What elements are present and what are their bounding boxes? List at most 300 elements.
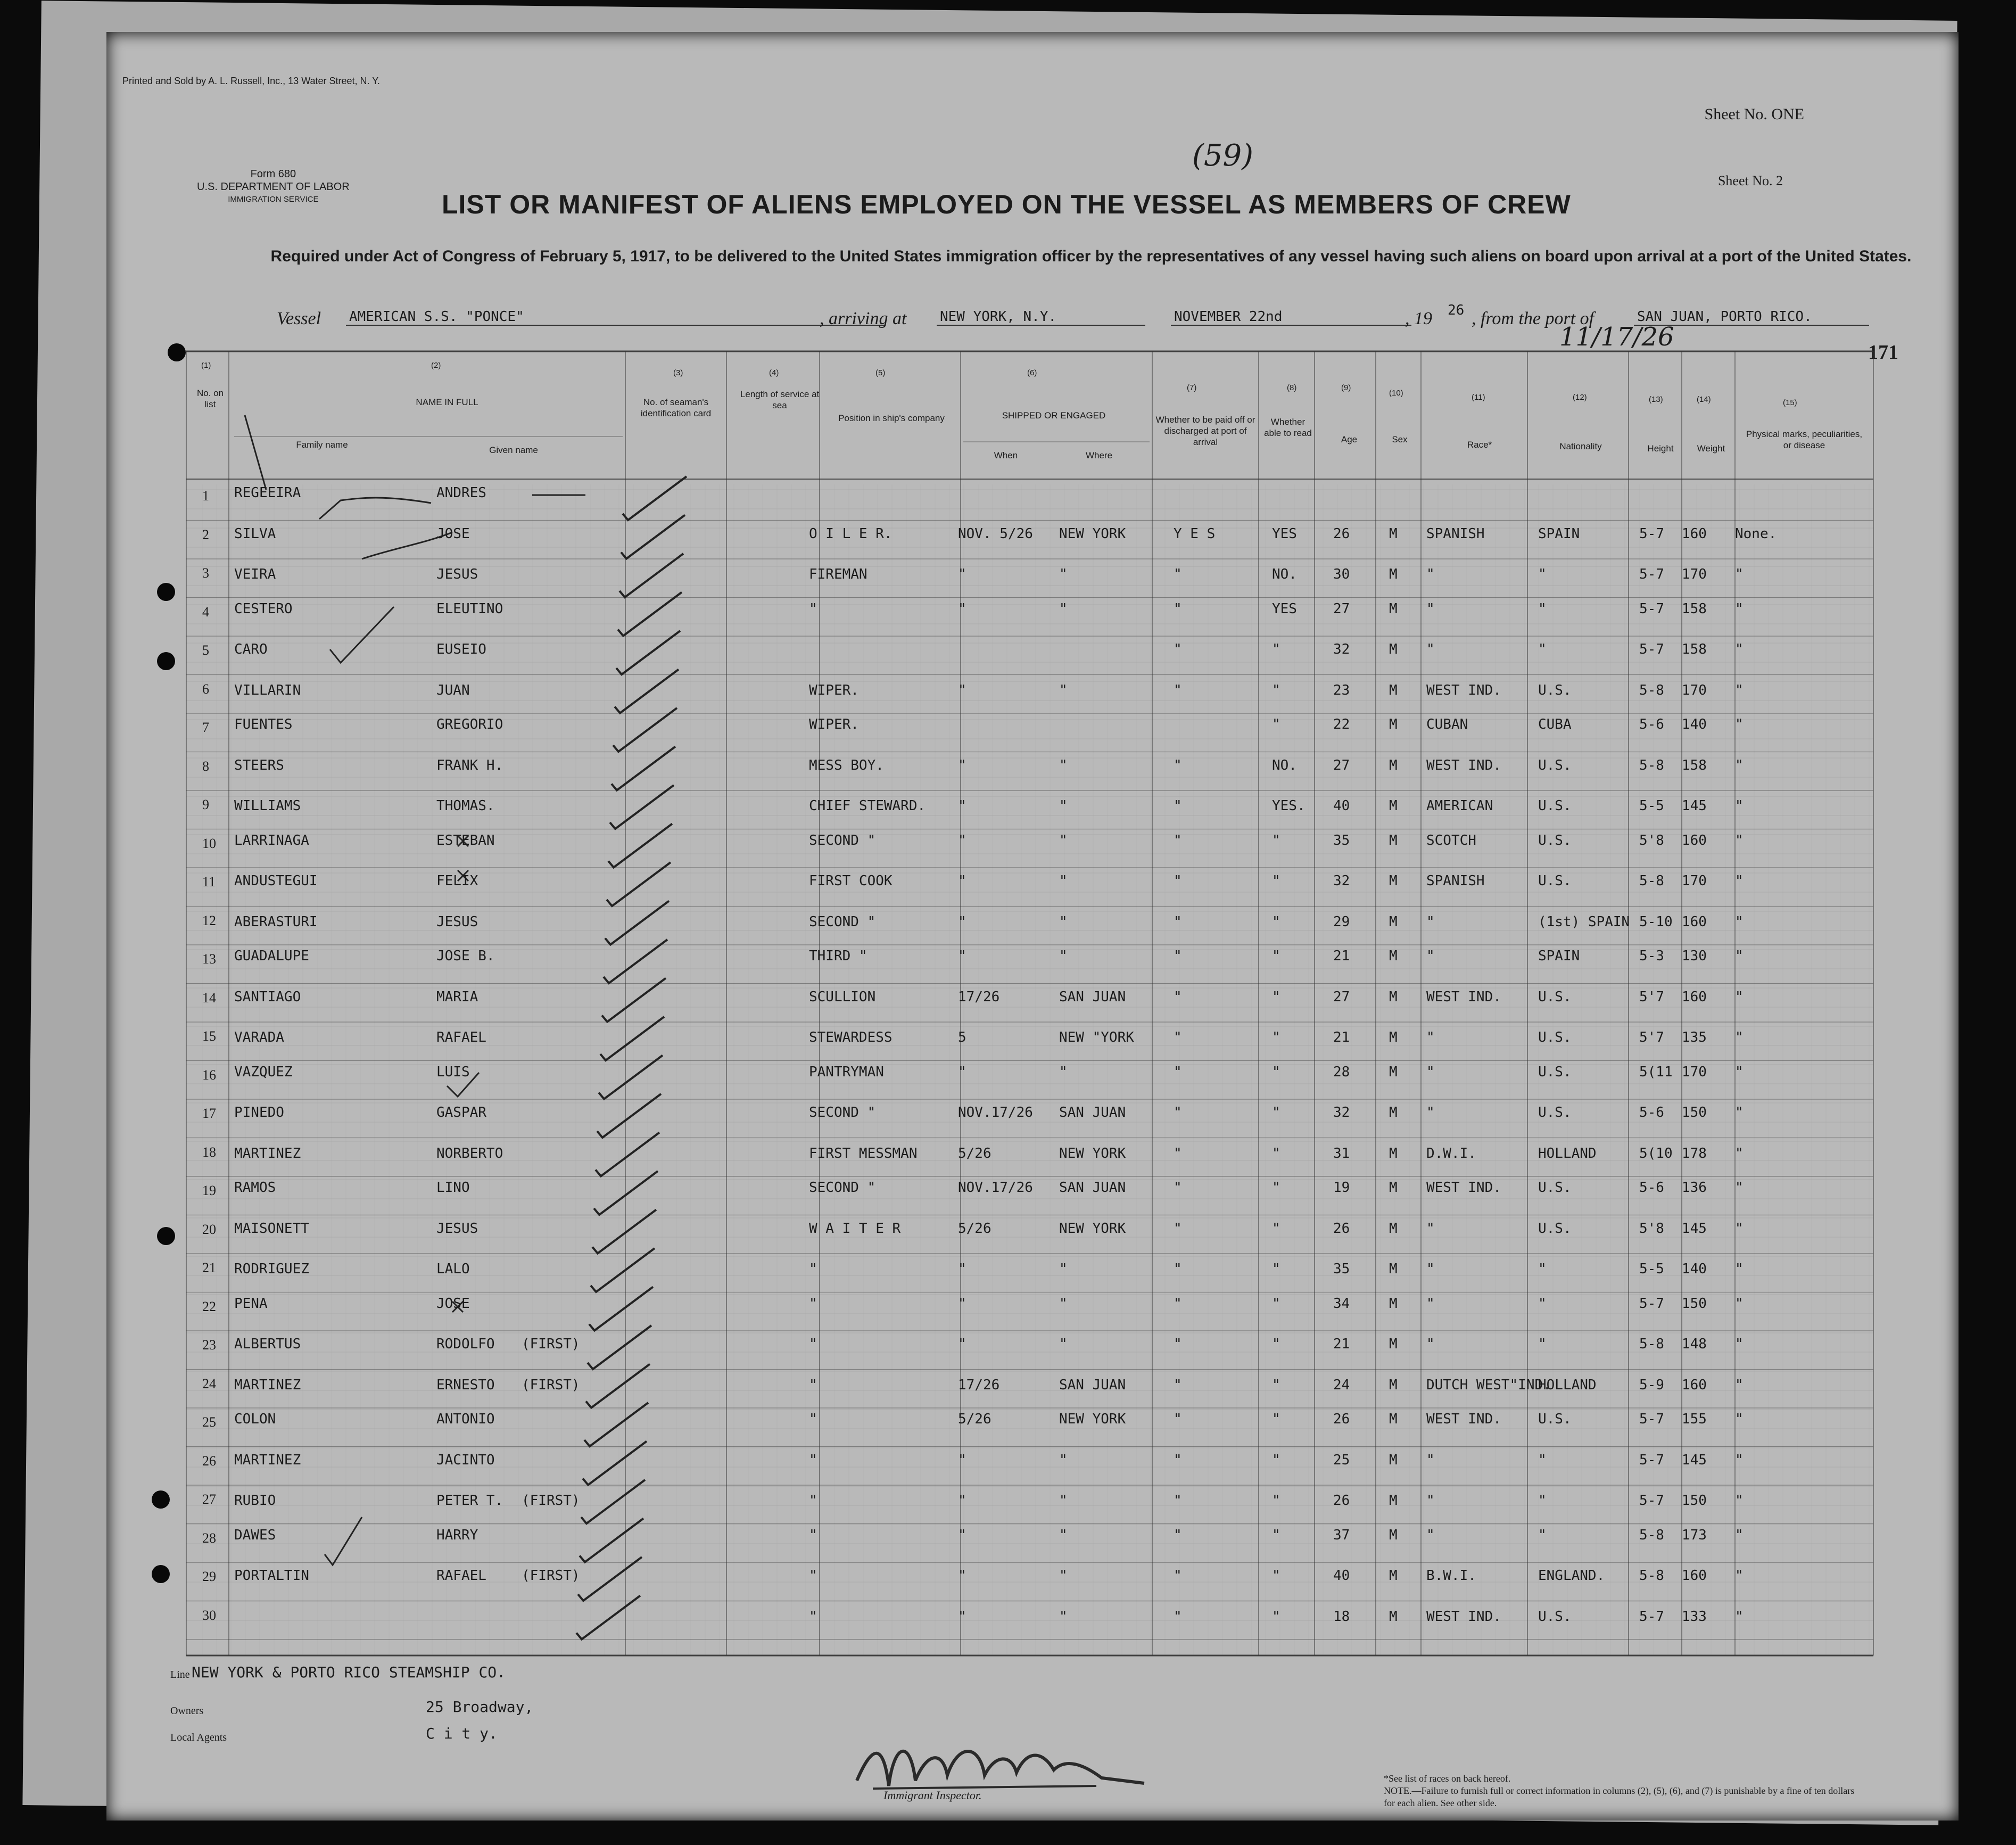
agents-label: Local Agents <box>170 1732 227 1743</box>
cell-paid: " <box>1174 1336 1182 1352</box>
row-number: 22 <box>202 1298 216 1314</box>
cell-wt: 150 <box>1682 1493 1707 1509</box>
cell-given: HARRY <box>436 1527 478 1543</box>
cell-race: WEST IND. <box>1426 1608 1501 1625</box>
cell-read: " <box>1272 989 1280 1005</box>
cell-marks: " <box>1735 682 1744 698</box>
from-label: , from the port of <box>1472 309 1594 328</box>
cell-sex: M <box>1389 1029 1398 1045</box>
cell-nat: " <box>1538 1452 1547 1468</box>
cell-race: SPANISH <box>1426 525 1485 542</box>
cell-wt: 145 <box>1682 798 1707 814</box>
cell-family: ALBERTUS <box>234 1336 301 1352</box>
cell-read: " <box>1272 873 1280 889</box>
cell-family: CARO <box>234 641 268 657</box>
cell-read: " <box>1272 1493 1280 1509</box>
cell-age: 40 <box>1333 1568 1350 1584</box>
cell-sex: M <box>1389 682 1398 698</box>
cell-pos: " <box>809 1493 817 1509</box>
col8-number: (8) <box>1287 383 1297 392</box>
cell-wt: 158 <box>1682 641 1707 657</box>
cell-given: JESUS <box>436 1220 478 1237</box>
cell-ht: 5-8 <box>1639 873 1664 889</box>
form-number: Form 680 <box>250 168 296 180</box>
cell-nat: " <box>1538 600 1547 617</box>
cell-marks: " <box>1735 716 1744 732</box>
row-number: 15 <box>202 1028 216 1044</box>
cell-wt: 160 <box>1682 1568 1707 1584</box>
col3-number: (3) <box>673 368 683 377</box>
check-mark <box>613 708 677 752</box>
cell-given: FELIX <box>436 873 478 889</box>
col1-header: No. on list <box>196 388 224 409</box>
cell-marks: " <box>1735 948 1744 964</box>
cell-age: 22 <box>1333 716 1350 732</box>
sheet-number-top: Sheet No. ONE <box>1704 105 1804 123</box>
cell-read: " <box>1272 948 1280 964</box>
punch-hole <box>168 343 186 361</box>
row-number: 4 <box>202 604 209 620</box>
cell-family: RUBIO <box>234 1493 276 1509</box>
cell-race: WEST IND. <box>1426 1180 1501 1196</box>
row-number: 24 <box>202 1375 216 1391</box>
row-number: 9 <box>202 797 209 812</box>
cell-paid: " <box>1174 948 1182 964</box>
col2-number: (2) <box>431 361 441 370</box>
cell-ht: 5-7 <box>1639 1608 1664 1625</box>
cell-wt: 158 <box>1682 757 1707 773</box>
cell-nat: U.S. <box>1538 873 1572 889</box>
cell-pos: FIRST MESSMAN <box>809 1145 918 1162</box>
cell-race: " <box>1426 600 1435 617</box>
row-number: 11 <box>202 874 216 889</box>
cell-pos: FIRST COOK <box>809 873 893 889</box>
cell-paid: Y E S <box>1174 525 1216 542</box>
cell-nat: " <box>1538 1527 1547 1543</box>
cell-nat: U.S. <box>1538 1411 1572 1427</box>
cell-read: YES <box>1272 525 1297 542</box>
cell-family: GUADALUPE <box>234 948 309 964</box>
cell-note: (FIRST) <box>522 1493 580 1509</box>
cell-family: RAMOS <box>234 1180 276 1196</box>
check-mark <box>619 554 683 597</box>
check-mark <box>616 631 680 674</box>
row-number: 27 <box>202 1492 216 1507</box>
col7-header: Whether to be paid off or discharged at port of arrival <box>1155 415 1255 447</box>
cell-note: (FIRST) <box>522 1336 580 1352</box>
col12-header: Nationality <box>1559 441 1602 451</box>
cell-marks: " <box>1735 798 1744 814</box>
cell-read: YES. <box>1272 798 1306 814</box>
cell-family: DAWES <box>234 1527 276 1543</box>
cell-pos: SECOND " <box>809 913 876 930</box>
cell-sex: M <box>1389 1608 1398 1625</box>
row-number: 5 <box>202 643 209 658</box>
cell-age: 32 <box>1333 873 1350 889</box>
row-number: 7 <box>202 720 209 735</box>
footnote <box>1384 1773 1863 1809</box>
check-mark <box>610 785 674 829</box>
cell-race: DUTCH WEST"IND. <box>1426 1377 1551 1393</box>
cell-given: JUAN <box>436 682 470 698</box>
cell-marks: " <box>1735 989 1744 1005</box>
cell-wt: 145 <box>1682 1452 1707 1468</box>
cell-where: NEW YORK <box>1059 1145 1126 1162</box>
cell-when: NOV.17/26 <box>958 1180 1033 1196</box>
cell-read: NO. <box>1272 566 1297 582</box>
cell-age: 18 <box>1333 1608 1350 1625</box>
cell-when: 5/26 <box>958 1220 992 1237</box>
cell-pos: SECOND " <box>809 1105 876 1121</box>
cell-race: SPANISH <box>1426 873 1485 889</box>
cell-sex: M <box>1389 525 1398 542</box>
cell-age: 35 <box>1333 1261 1350 1277</box>
cell-pos: W A I T E R <box>809 1220 901 1237</box>
cell-nat: SPAIN <box>1538 525 1580 542</box>
arrival-year: 26 <box>1448 302 1465 318</box>
cell-race: " <box>1426 1452 1435 1468</box>
departure-port: SAN JUAN, PORTO RICO. <box>1634 309 1869 326</box>
cell-given: THOMAS. <box>436 798 495 814</box>
cell-nat: U.S. <box>1538 1220 1572 1237</box>
cell-marks: " <box>1735 913 1744 930</box>
cell-where: " <box>1059 873 1068 889</box>
cell-paid: " <box>1174 989 1182 1005</box>
cell-given: ESTEBAN <box>436 832 495 849</box>
cell-read: " <box>1272 1527 1280 1543</box>
cell-race: " <box>1426 1295 1435 1312</box>
cell-sex: M <box>1389 913 1398 930</box>
page-number: 171 <box>1868 341 1898 364</box>
cell-marks: " <box>1735 832 1744 849</box>
vessel-name: AMERICAN S.S. "PONCE" <box>346 309 885 326</box>
cell-wt: 140 <box>1682 1261 1707 1277</box>
cell-read: " <box>1272 1180 1280 1196</box>
cell-family: PENA <box>234 1295 268 1312</box>
cell-paid: " <box>1174 1527 1182 1543</box>
cell-nat: " <box>1538 641 1547 657</box>
cell-age: 21 <box>1333 948 1350 964</box>
cell-read: " <box>1272 1064 1280 1080</box>
cell-sex: M <box>1389 716 1398 732</box>
cell-nat: HOLLAND <box>1538 1145 1597 1162</box>
cell-when: 5 <box>958 1029 966 1045</box>
cell-wt: 170 <box>1682 873 1707 889</box>
cell-nat: U.S. <box>1538 989 1572 1005</box>
arriving-label: , arriving at <box>820 309 907 328</box>
cell-when: " <box>958 1608 966 1625</box>
cell-family: LARRINAGA <box>234 832 309 849</box>
cell-where: " <box>1059 1064 1068 1080</box>
cell-marks: " <box>1735 1336 1744 1352</box>
cell-age: 27 <box>1333 600 1350 617</box>
cell-wt: 178 <box>1682 1145 1707 1162</box>
cell-pos: " <box>809 1377 817 1393</box>
cell-race: WEST IND. <box>1426 989 1501 1005</box>
cell-when: NOV. 5/26 <box>958 525 1033 542</box>
cell-marks: " <box>1735 1180 1744 1196</box>
cell-marks: " <box>1735 1377 1744 1393</box>
cell-race: SCOTCH <box>1426 832 1476 849</box>
cell-read: " <box>1272 1411 1280 1427</box>
cell-marks: " <box>1735 641 1744 657</box>
row-number: 28 <box>202 1530 216 1546</box>
cell-age: 19 <box>1333 1180 1350 1196</box>
cell-race: " <box>1426 1493 1435 1509</box>
col10-header: Sex <box>1392 434 1408 444</box>
line-label: Line <box>170 1669 190 1681</box>
cell-wt: 145 <box>1682 1220 1707 1237</box>
row-number: 30 <box>202 1607 216 1623</box>
cell-given: FRANK H. <box>436 757 503 773</box>
owners-value: 25 Broadway, <box>426 1698 534 1716</box>
cell-family: SANTIAGO <box>234 989 301 1005</box>
cell-paid: " <box>1174 1064 1182 1080</box>
cell-race: " <box>1426 1220 1435 1237</box>
cell-when: 5/26 <box>958 1411 992 1427</box>
col2-header: NAME IN FULL <box>416 397 478 407</box>
cell-where: " <box>1059 832 1068 849</box>
cell-pos: WIPER. <box>809 716 859 732</box>
cell-pos: FIREMAN <box>809 566 867 582</box>
col4-header: Length of service at sea <box>740 389 820 410</box>
cell-paid: " <box>1174 798 1182 814</box>
check-mark <box>605 901 669 945</box>
cell-marks: " <box>1735 1452 1744 1468</box>
row-number: 19 <box>202 1183 216 1198</box>
cell-sex: M <box>1389 1180 1398 1196</box>
cell-family: PINEDO <box>234 1105 284 1121</box>
cell-when: " <box>958 1336 966 1352</box>
cell-family: ANDUSTEGUI <box>234 873 318 889</box>
cell-given: LALO <box>436 1261 470 1277</box>
cell-ht: 5'7 <box>1639 1029 1664 1045</box>
cell-pos: " <box>809 1527 817 1543</box>
fine-note: NOTE.—Failure to furnish full or correct information in columns (2), (5), (6), and (7) is punishable by a fine of ten dollars for each alien. See other side. <box>1384 1785 1855 1808</box>
col12-number: (12) <box>1573 393 1587 402</box>
cell-nat: (1st) SPAIN <box>1538 913 1630 930</box>
cell-pos: SCULLION <box>809 989 876 1005</box>
cell-race: " <box>1426 948 1435 964</box>
cell-family: REGEEIRA <box>234 485 301 501</box>
cell-nat: U.S. <box>1538 832 1572 849</box>
cell-given: JESUS <box>436 913 478 930</box>
cell-marks: " <box>1735 1411 1744 1427</box>
cell-pos: " <box>809 1336 817 1352</box>
cell-given: ERNESTO <box>436 1377 495 1393</box>
cell-paid: " <box>1174 600 1182 617</box>
cell-paid: " <box>1174 832 1182 849</box>
cell-pos: THIRD " <box>809 948 867 964</box>
cell-pos: MESS BOY. <box>809 757 884 773</box>
cell-paid: " <box>1174 682 1182 698</box>
cell-paid: " <box>1174 1493 1182 1509</box>
cell-race: " <box>1426 1261 1435 1277</box>
arriving-port: NEW YORK, N.Y. <box>937 309 1145 326</box>
cell-when: NOV.17/26 <box>958 1105 1033 1121</box>
col13-number: (13) <box>1649 395 1663 404</box>
cell-pos: SECOND " <box>809 832 876 849</box>
cell-when: 17/26 <box>958 1377 1000 1393</box>
races-note: *See list of races on back hereof. <box>1384 1773 1511 1784</box>
check-mark <box>586 1364 650 1408</box>
row-number: 20 <box>202 1221 216 1237</box>
cell-nat: U.S. <box>1538 1105 1572 1121</box>
cell-paid: " <box>1174 1029 1182 1045</box>
cell-read: " <box>1272 832 1280 849</box>
cell-sex: M <box>1389 1377 1398 1393</box>
cell-sex: M <box>1389 1452 1398 1468</box>
cell-read: NO. <box>1272 757 1297 773</box>
cell-read: " <box>1272 1608 1280 1625</box>
cell-family: VARADA <box>234 1029 284 1045</box>
row-number: 2 <box>202 526 209 542</box>
cell-given: MARIA <box>436 989 478 1005</box>
cell-sex: M <box>1389 1527 1398 1543</box>
cell-where: " <box>1059 1608 1068 1625</box>
cell-pos: " <box>809 1608 817 1625</box>
check-mark <box>618 592 682 636</box>
cell-wt: 130 <box>1682 948 1707 964</box>
cell-age: 34 <box>1333 1295 1350 1312</box>
cell-read: " <box>1272 1336 1280 1352</box>
cell-paid: " <box>1174 1411 1182 1427</box>
cell-sex: M <box>1389 566 1398 582</box>
cell-marks: " <box>1735 1029 1744 1045</box>
inspector-label: Immigrant Inspector. <box>883 1789 982 1802</box>
cell-ht: 5-6 <box>1639 1105 1664 1121</box>
cell-race: WEST IND. <box>1426 1411 1501 1427</box>
cell-pos: " <box>809 1568 817 1584</box>
cell-given: JACINTO <box>436 1452 495 1468</box>
cell-given: RODOLFO <box>436 1336 495 1352</box>
cell-wt: 136 <box>1682 1180 1707 1196</box>
cell-family: FUENTES <box>234 716 293 732</box>
cell-pos: CHIEF STEWARD. <box>809 798 926 814</box>
cell-given: JOSE B. <box>436 948 495 964</box>
cell-wt: 158 <box>1682 600 1707 617</box>
cell-sex: M <box>1389 1295 1398 1312</box>
check-mark <box>330 607 394 663</box>
cell-paid: " <box>1174 1377 1182 1393</box>
cell-race: " <box>1426 1105 1435 1121</box>
punch-hole <box>157 652 175 670</box>
cell-when: " <box>958 600 966 617</box>
cell-when: " <box>958 1527 966 1543</box>
cell-nat: " <box>1538 566 1547 582</box>
check-mark <box>583 1442 647 1485</box>
cell-where: " <box>1059 1336 1068 1352</box>
check-mark <box>604 940 667 983</box>
row-number: 6 <box>202 681 209 697</box>
cell-marks: " <box>1735 873 1744 889</box>
cell-where: " <box>1059 757 1068 773</box>
cell-given: EUSEIO <box>436 641 486 657</box>
cell-pos: WIPER. <box>809 682 859 698</box>
department-name: U.S. DEPARTMENT OF LABOR <box>197 181 350 193</box>
cell-given: RAFAEL <box>436 1029 486 1045</box>
arrival-date: NOVEMBER 22nd <box>1171 309 1411 326</box>
cell-when: " <box>958 1493 966 1509</box>
cell-paid: " <box>1174 1220 1182 1237</box>
col3-header: No. of seaman's identification card <box>640 397 712 418</box>
cell-nat: SPAIN <box>1538 948 1580 964</box>
cell-age: 35 <box>1333 832 1350 849</box>
check-mark <box>597 1094 661 1138</box>
cell-read: " <box>1272 1377 1280 1393</box>
row-number: 12 <box>202 912 216 928</box>
row-number: 23 <box>202 1337 216 1353</box>
cell-sex: M <box>1389 1411 1398 1427</box>
check-mark <box>588 1325 651 1369</box>
col15-number: (15) <box>1783 398 1797 407</box>
cell-where: NEW "YORK <box>1059 1029 1134 1045</box>
col5-header: Position in ship's company <box>838 413 945 423</box>
check-mark <box>621 515 685 559</box>
cell-ht: 5-7 <box>1639 525 1664 542</box>
cell-nat: " <box>1538 1336 1547 1352</box>
cell-when: " <box>958 1295 966 1312</box>
check-mark <box>591 1248 655 1292</box>
cell-marks: " <box>1735 1220 1744 1237</box>
cell-nat: U.S. <box>1538 1608 1572 1625</box>
cell-pos: " <box>809 1261 817 1277</box>
check-mark <box>607 862 671 906</box>
cell-paid: " <box>1174 641 1182 657</box>
check-marks <box>106 32 1959 1821</box>
cell-given: JESUS <box>436 566 478 582</box>
cell-when: " <box>958 1261 966 1277</box>
cell-age: 37 <box>1333 1527 1350 1543</box>
cell-nat: U.S. <box>1538 1064 1572 1080</box>
cell-paid: " <box>1174 1568 1182 1584</box>
cell-note: (FIRST) <box>522 1568 580 1584</box>
cell-wt: 170 <box>1682 566 1707 582</box>
cell-family: RODRIGUEZ <box>234 1261 309 1277</box>
cell-when: " <box>958 566 966 582</box>
cell-marks: " <box>1735 566 1744 582</box>
cell-paid: " <box>1174 1180 1182 1196</box>
cell-given: JOSE <box>436 525 470 542</box>
cell-family: MARTINEZ <box>234 1452 301 1468</box>
cell-wt: 133 <box>1682 1608 1707 1625</box>
cell-race: WEST IND. <box>1426 757 1501 773</box>
cell-given: GREGORIO <box>436 716 503 732</box>
cell-race: WEST IND. <box>1426 682 1501 698</box>
cell-ht: 5-7 <box>1639 566 1664 582</box>
cell-ht: 5-7 <box>1639 1493 1664 1509</box>
cell-ht: 5(10 <box>1639 1145 1673 1162</box>
cell-paid: " <box>1174 1452 1182 1468</box>
cell-ht: 5-8 <box>1639 682 1664 698</box>
check-mark <box>623 476 687 520</box>
cell-where: " <box>1059 682 1068 698</box>
cell-where: NEW YORK <box>1059 525 1126 542</box>
cell-nat: ENGLAND. <box>1538 1568 1605 1584</box>
cell-where: " <box>1059 1452 1068 1468</box>
cell-sex: M <box>1389 757 1398 773</box>
cell-given: RAFAEL <box>436 1568 486 1584</box>
cell-given: ELEUTINO <box>436 600 503 617</box>
page-title: LIST OR MANIFEST OF ALIENS EMPLOYED ON THE VESSEL AS MEMBERS OF CREW <box>442 190 1571 219</box>
check-mark <box>592 1210 656 1254</box>
cell-ht: 5-7 <box>1639 641 1664 657</box>
cell-where: " <box>1059 600 1068 617</box>
cell-paid: " <box>1174 1295 1182 1312</box>
cell-nat: " <box>1538 1261 1547 1277</box>
cell-marks: " <box>1735 1261 1744 1277</box>
cell-age: 27 <box>1333 757 1350 773</box>
